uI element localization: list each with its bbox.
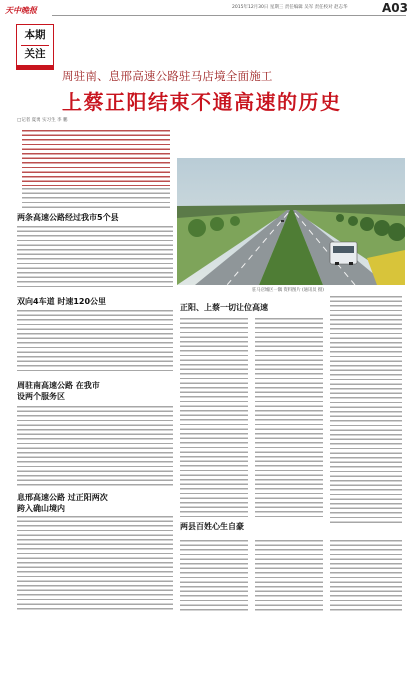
body-text (255, 318, 323, 520)
body-text (17, 516, 173, 612)
subhead-3 (17, 380, 102, 402)
kicker-title: 周驻南、息邢高速公路驻马店境全面施工 (62, 69, 273, 83)
body-text (17, 310, 173, 374)
column-tag-line-2: 关注 (24, 48, 46, 60)
subhead-5: 正阳、上蔡一切让位高速 (180, 303, 268, 312)
subhead-2: 双向4车道 时速120公里 (17, 297, 107, 306)
headline: 上蔡正阳结束不通高速的历史 (62, 90, 342, 114)
subhead-1: 两条高速公路经过我市5个县 (17, 213, 119, 222)
subhead-4 (17, 492, 112, 514)
page-number: A03 (382, 1, 408, 15)
subhead-6: 两县百姓心生自豪 (180, 522, 244, 531)
lead-paragraph (22, 130, 170, 186)
masthead-logo: 天中晚报 (5, 5, 37, 15)
subhead-3-text: 周驻南高速公路 在我市设两个服务区 (17, 381, 100, 401)
header-rule (52, 15, 406, 16)
body-text (180, 318, 248, 520)
subhead-4-text: 息邢高速公路 过正阳两次跨入确山境内 (17, 493, 108, 513)
column-tag-divider (21, 45, 49, 46)
column-tag-stripe (16, 66, 54, 70)
column-tag-line-1: 本期 (24, 29, 46, 41)
column-tag (16, 24, 54, 66)
body-text (330, 540, 402, 612)
body-text (17, 406, 173, 488)
highway-photo (177, 158, 405, 285)
body-text (180, 540, 248, 612)
byline: □记者 夏勇 实习生 李 鹏 (17, 118, 68, 123)
body-text (22, 188, 170, 208)
photo-caption: 驻马店城区一隅 资料图片 (通讯员 摄) (252, 288, 324, 293)
issue-date-line: 2015年12月30日 星期三 责任编辑 吴军 责任校对 赵志华 (232, 5, 348, 10)
body-text (330, 296, 402, 526)
body-text (17, 226, 173, 290)
body-text (255, 540, 323, 612)
